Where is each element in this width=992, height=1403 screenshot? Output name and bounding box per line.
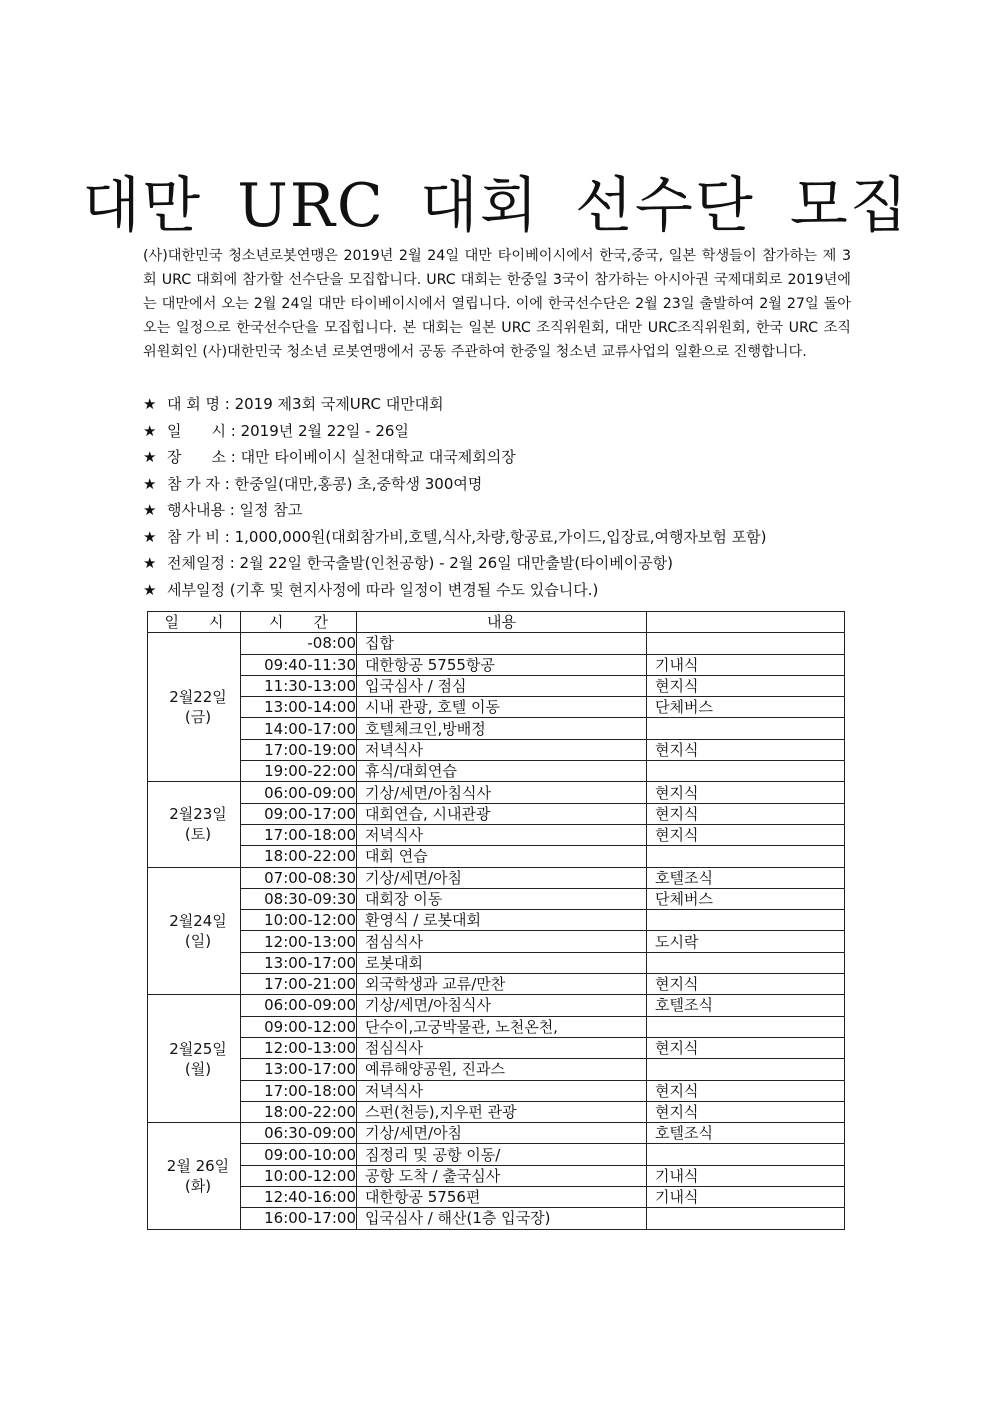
- day-weekday: (화): [184, 1176, 212, 1195]
- content-cell: 저녁식사: [357, 1080, 647, 1101]
- table-row: [148, 1059, 845, 1080]
- note-cell: 기내식: [647, 654, 845, 675]
- day-cell: [148, 782, 241, 867]
- table-header-row: [148, 612, 845, 633]
- day-weekday: (금): [184, 708, 212, 727]
- content-cell: 저녁식사: [357, 824, 647, 845]
- note-cell: 현지식: [647, 803, 845, 824]
- time-cell: 17:00-19:00: [241, 739, 357, 760]
- table-row: [148, 1144, 845, 1165]
- table-row: [148, 739, 845, 760]
- time-cell: 09:00-12:00: [241, 1016, 357, 1037]
- star-icon: ★: [143, 501, 157, 519]
- content-cell: 점심식사: [357, 1037, 647, 1058]
- note-cell: [647, 846, 845, 867]
- content-cell: 대한항공 5756편: [357, 1187, 647, 1208]
- note-cell: 도시락: [647, 931, 845, 952]
- time-cell: 12:40-16:00: [241, 1187, 357, 1208]
- table-row: [148, 633, 845, 654]
- table-row: [148, 1016, 845, 1037]
- star-icon: ★: [143, 527, 157, 546]
- note-cell: 현지식: [647, 1080, 845, 1101]
- info-item-participants: ★ 참 가 자 : 한중일(대만,홍콩) 초,중학생 300여명: [143, 471, 863, 498]
- table-row: [148, 1123, 845, 1144]
- time-cell: 18:00-22:00: [241, 846, 357, 867]
- table-row: [148, 654, 845, 675]
- time-cell: 12:00-13:00: [241, 1037, 357, 1058]
- note-cell: 현지식: [647, 824, 845, 845]
- note-cell: [647, 761, 845, 782]
- content-cell: 대회연습, 시내관광: [357, 803, 647, 824]
- note-cell: 호텔조식: [647, 995, 845, 1016]
- content-cell: 단수이,고궁박물관, 노천온천,: [357, 1016, 647, 1037]
- info-item-fee: ★ 참 가 비 : 1,000,000원(대회참가비,호텔,식사,차량,항공료,가이드,입장료,여행자보험 포함): [143, 524, 863, 551]
- content-cell: 스펀(천등),지우펀 관광: [357, 1101, 647, 1122]
- schedule-table: [147, 611, 845, 1230]
- time-cell: 07:00-08:30: [241, 867, 357, 888]
- table-row: [148, 782, 845, 803]
- star-icon: ★: [143, 395, 157, 413]
- header-note: [647, 612, 845, 633]
- day-date: 2월24일: [169, 911, 227, 930]
- intro-paragraph: (사)대한민국 청소년로봇연맹은 2019년 2월 24일 대만 타이베이시에서 한국,중국, 일본 학생들이 참가하는 제 3회 URC 대회에 참가할 선수단을 모집합니다. URC 대회는 한중일 3국이 참가하는 아시아권 국제대회로 2019년에는 대만에서 오는 2월 24일 대만 타이베이시에서 열립니다. 이에 한국선수단은 2월 23일 출발하여 2월 27일 돌아오는 일정으로 한국선수단을 모집힙니다. 본 대회는 일본 URC 조직위원회, 대만 URC조직위원회, 한국 URC 조직위원회인 (사)대한민국 청소년 로봇연맹에서 공동 주관하여 한중일 청소년 교류사업의 일환으로 진행합니다.: [143, 248, 851, 360]
- content-cell: 대한항공 5755항공: [357, 654, 647, 675]
- content-cell: 기상/세면/아침식사: [357, 995, 647, 1016]
- time-cell: 13:00-17:00: [241, 952, 357, 973]
- content-cell: 점심식사: [357, 931, 647, 952]
- content-cell: 입국심사 / 점심: [357, 675, 647, 696]
- time-cell: 11:30-13:00: [241, 675, 357, 696]
- header-time: 시 간: [241, 612, 357, 633]
- time-cell: 09:40-11:30: [241, 654, 357, 675]
- table-row: [148, 761, 845, 782]
- time-cell: 09:00-10:00: [241, 1144, 357, 1165]
- time-cell: 13:00-17:00: [241, 1059, 357, 1080]
- content-cell: 대회장 이동: [357, 888, 647, 909]
- time-cell: 17:00-21:00: [241, 974, 357, 995]
- table-row: [148, 718, 845, 739]
- table-row: [148, 995, 845, 1016]
- note-cell: 기내식: [647, 1187, 845, 1208]
- content-cell: 기상/세면/아침: [357, 867, 647, 888]
- content-cell: 예류해양공원, 진과스: [357, 1059, 647, 1080]
- day-date: 2월23일: [169, 805, 227, 824]
- day-weekday: (월): [184, 1059, 212, 1078]
- note-cell: [647, 1208, 845, 1229]
- content-cell: 기상/세면/아침식사: [357, 782, 647, 803]
- content-cell: 공항 도착 / 출국심사: [357, 1165, 647, 1186]
- star-icon: ★: [143, 474, 157, 493]
- table-row: [148, 931, 845, 952]
- time-cell: 08:30-09:30: [241, 888, 357, 909]
- table-row: [148, 952, 845, 973]
- content-cell: 환영식 / 로봇대회: [357, 910, 647, 931]
- note-cell: [647, 1144, 845, 1165]
- schedule-body: [148, 633, 845, 1229]
- info-list: [143, 391, 863, 603]
- table-row: [148, 675, 845, 696]
- time-cell: 06:00-09:00: [241, 995, 357, 1016]
- note-cell: 단체버스: [647, 888, 845, 909]
- note-cell: 현지식: [647, 1101, 845, 1122]
- note-cell: [647, 1016, 845, 1037]
- table-row: [148, 846, 845, 867]
- content-cell: 짐정리 및 공항 이동/: [357, 1144, 647, 1165]
- day-date: 2월22일: [169, 688, 227, 707]
- day-cell: [148, 995, 241, 1123]
- content-cell: 집합: [357, 633, 647, 654]
- note-cell: 현지식: [647, 675, 845, 696]
- table-row: [148, 1037, 845, 1058]
- time-cell: 12:00-13:00: [241, 931, 357, 952]
- star-icon: ★: [143, 421, 157, 440]
- time-cell: 10:00-12:00: [241, 910, 357, 931]
- content-cell: 입국심사 / 해산(1층 입국장): [357, 1208, 647, 1229]
- time-cell: 16:00-17:00: [241, 1208, 357, 1229]
- content-cell: 외국학생과 교류/만찬: [357, 974, 647, 995]
- note-cell: 현지식: [647, 1037, 845, 1058]
- day-date: 2월25일: [169, 1039, 227, 1058]
- note-cell: [647, 1059, 845, 1080]
- note-cell: [647, 910, 845, 931]
- day-weekday: (토): [184, 825, 212, 844]
- note-cell: 단체버스: [647, 697, 845, 718]
- note-cell: 기내식: [647, 1165, 845, 1186]
- content-cell: 시내 관광, 호텔 이동: [357, 697, 647, 718]
- info-item-detail-schedule: ★ 세부일정 (기후 및 현지사정에 따라 일정이 변경될 수도 있습니다.): [143, 577, 863, 604]
- note-cell: 호텔조식: [647, 1123, 845, 1144]
- day-cell: [148, 867, 241, 995]
- content-cell: 저녁식사: [357, 739, 647, 760]
- content-cell: 로봇대회: [357, 952, 647, 973]
- time-cell: 13:00-14:00: [241, 697, 357, 718]
- time-cell: 18:00-22:00: [241, 1101, 357, 1122]
- content-cell: 휴식/대회연습: [357, 761, 647, 782]
- time-cell: 17:00-18:00: [241, 824, 357, 845]
- info-item-venue: ★ 장 소 : 대만 타이베이시 실천대학교 대국제회의장: [143, 444, 863, 471]
- page-title: 대만 URC 대회 선수단 모집: [82, 171, 910, 241]
- info-item-program: ★ 행사내용 : 일정 참고: [143, 497, 863, 524]
- star-icon: ★: [143, 448, 157, 466]
- note-cell: 현지식: [647, 739, 845, 760]
- table-row: [148, 1187, 845, 1208]
- table-row: [148, 1080, 845, 1101]
- time-cell: 10:00-12:00: [241, 1165, 357, 1186]
- info-item-date: ★ 일 시 : 2019년 2월 22일 - 26일: [143, 418, 863, 445]
- day-weekday: (일): [184, 931, 212, 950]
- time-cell: -08:00: [241, 633, 357, 654]
- note-cell: [647, 952, 845, 973]
- table-row: [148, 1165, 845, 1186]
- note-cell: [647, 718, 845, 739]
- table-row: [148, 888, 845, 909]
- info-item-overall-schedule: ★ 전체일정 : 2월 22일 한국출발(인천공항) - 2월 26일 대만출발(타이베이공항): [143, 550, 863, 577]
- content-cell: 호텔체크인,방배정: [357, 718, 647, 739]
- table-row: [148, 803, 845, 824]
- header-date: 일 시: [148, 612, 241, 633]
- star-icon: ★: [143, 554, 157, 572]
- day-date: 2월 26일: [166, 1156, 230, 1175]
- table-row: [148, 824, 845, 845]
- time-cell: 06:00-09:00: [241, 782, 357, 803]
- time-cell: 17:00-18:00: [241, 1080, 357, 1101]
- time-cell: 19:00-22:00: [241, 761, 357, 782]
- table-row: [148, 1101, 845, 1122]
- time-cell: 09:00-17:00: [241, 803, 357, 824]
- day-cell: [148, 633, 241, 782]
- content-cell: 대회 연습: [357, 846, 647, 867]
- content-cell: 기상/세면/아침: [357, 1123, 647, 1144]
- table-row: [148, 910, 845, 931]
- note-cell: 현지식: [647, 974, 845, 995]
- note-cell: 현지식: [647, 782, 845, 803]
- table-row: [148, 867, 845, 888]
- info-item-event-name: ★ 대 회 명 : 2019 제3회 국제URC 대만대회: [143, 391, 863, 418]
- table-row: [148, 697, 845, 718]
- note-cell: 호텔조식: [647, 867, 845, 888]
- table-row: [148, 1208, 845, 1229]
- note-cell: [647, 633, 845, 654]
- time-cell: 06:30-09:00: [241, 1123, 357, 1144]
- star-icon: ★: [143, 580, 157, 599]
- day-cell: [148, 1123, 241, 1229]
- time-cell: 14:00-17:00: [241, 718, 357, 739]
- table-row: [148, 974, 845, 995]
- header-content: 내용: [357, 612, 647, 633]
